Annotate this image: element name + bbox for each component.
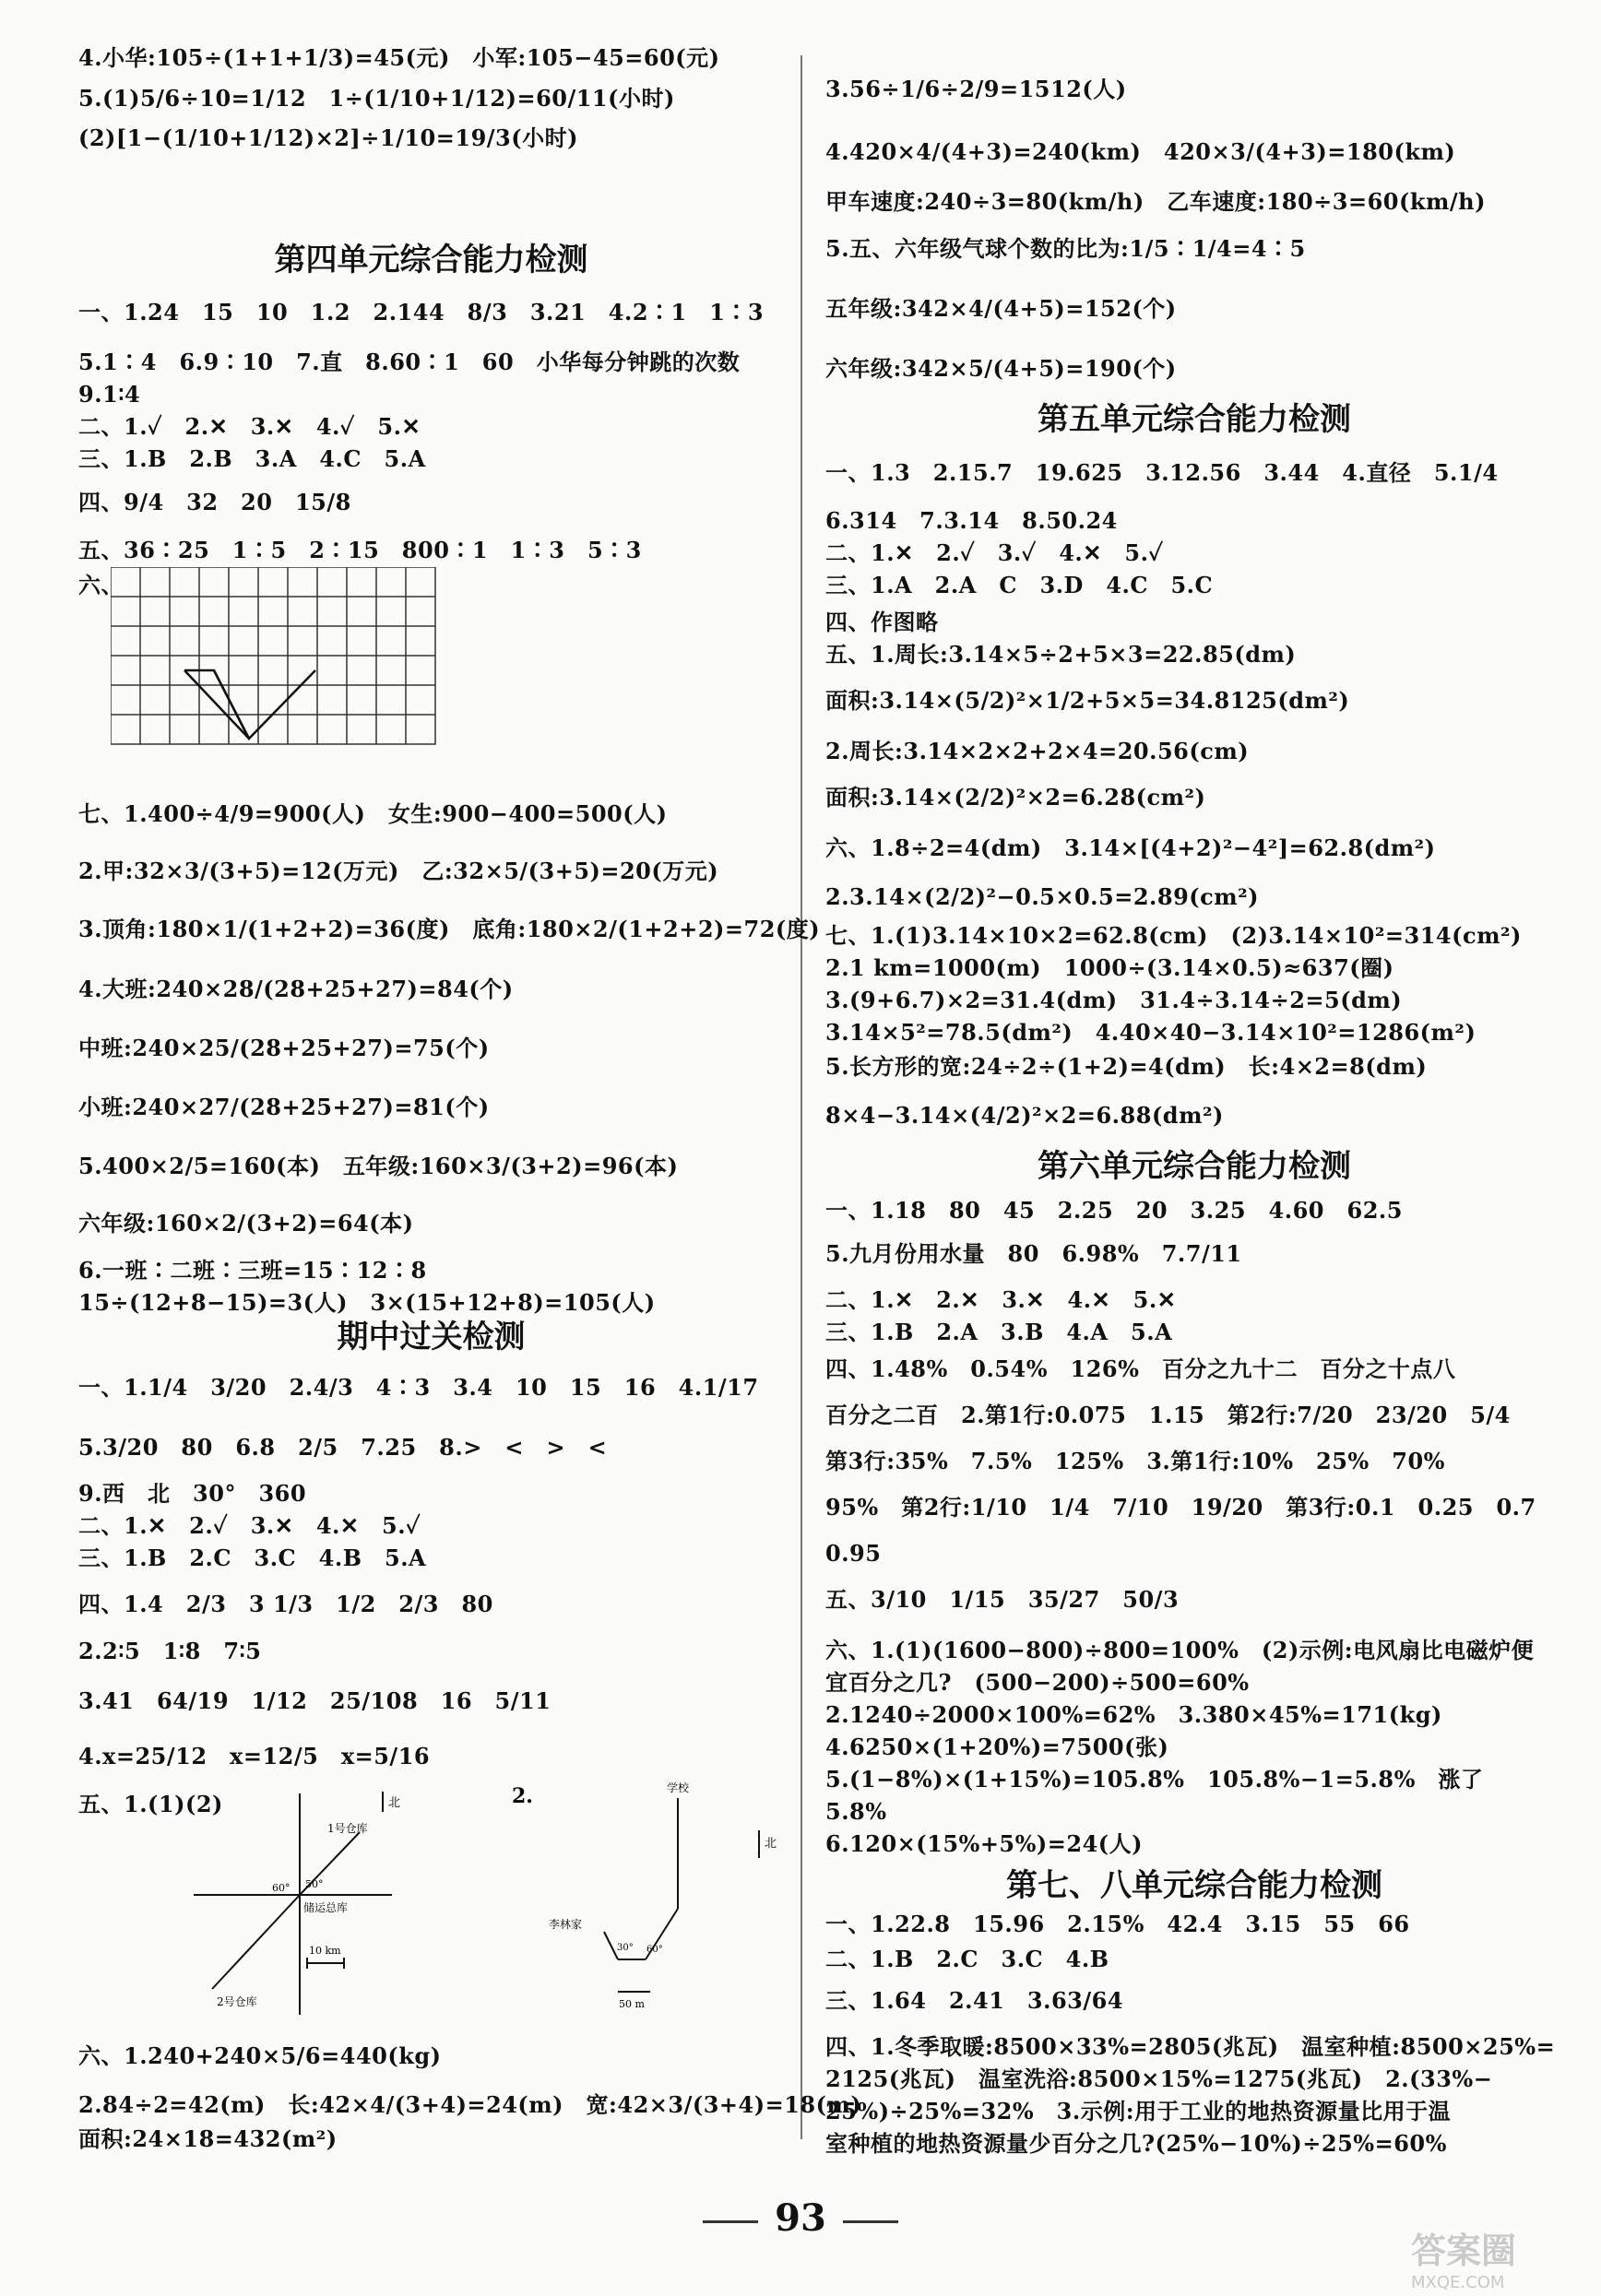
answer-line: 四、1.4 2/3 3 1/3 1/2 2/3 80: [78, 1591, 493, 1617]
fig2-label: 50 m: [619, 1998, 645, 2010]
answer-line: 9.西 北 30° 360: [78, 1480, 307, 1507]
answer-line: 四、1.48% 0.54% 126% 百分之九十二 百分之十点八: [825, 1355, 1456, 1382]
section-title: 第四单元综合能力检测: [274, 242, 588, 278]
warehouse-map-figure: [189, 1784, 410, 2024]
page-number-text: 93: [775, 2196, 826, 2240]
answer-line: 四、1.冬季取暖:8500×33%=2805(兆瓦) 温室种植:8500×25%=: [825, 2033, 1556, 2060]
fig2-label: 30°: [617, 1943, 634, 1953]
watermark-url: MXQE.COM: [1411, 2273, 1505, 2292]
answer-line: 五年级:342×4/(4+5)=152(个): [825, 295, 1177, 322]
answer-line: 4.x=25/12 x=12/5 x=5/16: [78, 1743, 431, 1769]
answer-line: 4.大班:240×28/(28+25+27)=84(个): [78, 976, 514, 1002]
answer-line: 0.95: [825, 1540, 882, 1567]
fig2-label: 60°: [646, 1945, 663, 1955]
answer-line: 2.1 km=1000(m) 1000÷(3.14×0.5)≈637(圈): [825, 954, 1394, 981]
answer-line: 二、1.✕ 2.✓ 3.✕ 4.✕ 5.✓: [78, 1512, 421, 1539]
answer-line: 六、1.240+240×5/6=440(kg): [78, 2042, 442, 2069]
answer-line: 4.420×4/(4+3)=240(km) 420×3/(4+3)=180(km): [825, 138, 1456, 165]
answer-line: 4.小华:105÷(1+1+1/3)=45(元) 小军:105−45=60(元): [78, 44, 720, 71]
answer-line: 5.五、六年级气球个数的比为:1/5∶1/4=4∶5: [825, 235, 1306, 262]
answer-line: 六、1.(1)(1600−800)÷800=100% (2)示例:电风扇比电磁炉便: [825, 1637, 1535, 1663]
answer-line: 五、1.(1)(2): [78, 1791, 223, 1817]
answer-line: 5.长方形的宽:24÷2÷(1+2)=4(dm) 长:4×2=8(dm): [825, 1053, 1428, 1080]
answer-line: 6.314 7.3.14 8.50.24: [825, 507, 1118, 534]
page-number-dash: [703, 2220, 758, 2223]
section-title: 期中过关检测: [337, 1319, 526, 1355]
answer-line: 2.3.14×(2/2)²−0.5×0.5=2.89(cm²): [825, 883, 1260, 910]
answer-line: 宜百分之几? (500−200)÷500=60%: [825, 1669, 1250, 1696]
section-title: 第五单元综合能力检测: [1038, 401, 1351, 438]
answer-line: (2)[1−(1/10+1/12)×2]÷1/10=19/3(小时): [78, 124, 578, 151]
answer-line: 8×4−3.14×(4/2)²×2=6.88(dm²): [825, 1102, 1224, 1129]
answer-line: 9.1∶4: [78, 381, 141, 408]
fig2-label: 北: [765, 1837, 777, 1851]
answer-line: 五、36∶25 1∶5 2∶15 800∶1 1∶3 5∶3: [78, 537, 642, 563]
answer-line: 5.8%: [825, 1798, 887, 1825]
answer-line: 3.(9+6.7)×2=31.4(dm) 31.4÷3.14÷2=5(dm): [825, 987, 1403, 1013]
answer-line: 四、作图略: [825, 609, 939, 635]
answer-line: 三、1.B 2.A 3.B 4.A 5.A: [825, 1319, 1173, 1345]
answer-line: 6.一班∶二班∶三班=15∶12∶8: [78, 1257, 427, 1284]
fig1-label: 储运总库: [303, 1901, 349, 1914]
answer-line: 3.顶角:180×1/(1+2+2)=36(度) 底角:180×2/(1+2+2)=72(度): [78, 916, 821, 942]
answer-line: 25%)÷25%=32% 3.示例:用于工业的地热资源量比用于温: [825, 2098, 1452, 2124]
answer-line: 一、1.3 2.15.7 19.625 3.12.56 3.44 4.直径 5.1/4: [825, 459, 1499, 486]
answer-line: 六、: [78, 572, 124, 598]
school-route-figure: [512, 1775, 789, 2015]
page-number-dash: [843, 2220, 898, 2223]
column-divider: [800, 55, 802, 2139]
section-title: 第六单元综合能力检测: [1038, 1148, 1351, 1185]
answer-line: 5.400×2/5=160(本) 五年级:160×3/(3+2)=96(本): [78, 1153, 679, 1179]
answer-line: 面积:24×18=432(m²): [78, 2125, 338, 2152]
answer-line: 2.1240÷2000×100%=62% 3.380×45%=171(kg): [825, 1701, 1442, 1728]
answer-line: 5.3/20 80 6.8 2/5 7.25 8.> < > <: [78, 1434, 608, 1461]
answer-line: 2125(兆瓦) 温室洗浴:8500×15%=1275(兆瓦) 2.(33%−: [825, 2065, 1493, 2092]
answer-line: 小班:240×27/(28+25+27)=81(个): [78, 1094, 490, 1120]
right-column: [825, 0, 1563, 2158]
fig1-label: 10 km: [309, 1945, 341, 1957]
page-number: [0, 2196, 1601, 2240]
section-title: 第七、八单元综合能力检测: [1006, 1867, 1382, 1904]
answer-line: 15÷(12+8−15)=3(人) 3×(15+12+8)=105(人): [78, 1289, 656, 1316]
fig1-label: 2号仓库: [217, 1995, 257, 2008]
fig1-label: 北: [388, 1796, 401, 1810]
answer-line: 一、1.22.8 15.96 2.15% 42.4 3.15 55 66: [825, 1911, 1410, 1937]
answer-line: 面积:3.14×(2/2)²×2=6.28(cm²): [825, 784, 1206, 811]
answer-line: 二、1.✕ 2.✕ 3.✕ 4.✕ 5.✕: [825, 1286, 1177, 1313]
answer-line: 5.(1−8%)×(1+15%)=105.8% 105.8%−1=5.8% 涨了: [825, 1766, 1484, 1793]
answer-line: 室种植的地热资源量少百分之几?(25%−10%)÷25%=60%: [825, 2130, 1447, 2157]
answer-line: 2.甲:32×3/(3+5)=12(万元) 乙:32×5/(3+5)=20(万元): [78, 858, 719, 884]
answer-line: 3.56÷1/6÷2/9=1512(人): [825, 76, 1127, 102]
answer-line: 4.6250×(1+20%)=7500(张): [825, 1734, 1169, 1760]
fig2-label: 学校: [667, 1781, 690, 1794]
answer-line: 3.14×5²=78.5(dm²) 4.40×40−3.14×10²=1286(m²): [825, 1019, 1476, 1046]
watermark-text: 答案圈: [1411, 2231, 1517, 2271]
answer-line: 一、1.1/4 3/20 2.4/3 4∶3 3.4 10 15 16 4.1/17: [78, 1374, 759, 1401]
answer-line: 三、1.A 2.A C 3.D 4.C 5.C: [825, 572, 1214, 598]
fig1-label: 60°: [272, 1882, 291, 1894]
answer-line: 一、1.18 80 45 2.25 20 3.25 4.60 62.5: [825, 1197, 1403, 1224]
answer-line: 一、1.24 15 10 1.2 2.144 8/3 3.21 4.2∶1 1∶3: [78, 299, 765, 325]
answer-line: 六年级:342×5/(4+5)=190(个): [825, 355, 1177, 382]
watermark-logo: [1411, 2222, 1586, 2292]
answer-line: 六、1.8÷2=4(dm) 3.14×[(4+2)²−4²]=62.8(dm²): [825, 834, 1436, 861]
fig2-label: 李林家: [549, 1918, 583, 1931]
answer-line: 中班:240×25/(28+25+27)=75(个): [78, 1035, 490, 1061]
answer-line: 三、1.B 2.B 3.A 4.C 5.A: [78, 445, 426, 472]
answer-line: 三、1.64 2.41 3.63/64: [825, 1987, 1124, 2014]
drawing-grid: [111, 567, 443, 752]
fig2-label: 2.: [512, 1784, 533, 1808]
answer-line: 百分之二百 2.第1行:0.075 1.15 第2行:7/20 23/20 5/4: [825, 1402, 1511, 1428]
answer-line: 二、1.✕ 2.✓ 3.✓ 4.✕ 5.✓: [825, 539, 1164, 566]
answer-line: 四、9/4 32 20 15/8: [78, 489, 351, 515]
answer-line: 2.周长:3.14×2×2+2×4=20.56(cm): [825, 738, 1250, 764]
answer-line: 面积:3.14×(5/2)²×1/2+5×5=34.8125(dm²): [825, 687, 1350, 714]
answer-line: 2.84÷2=42(m) 长:42×4/(3+4)=24(m) 宽:42×3/(3+4)=18(m): [78, 2091, 862, 2118]
answer-line: 6.120×(15%+5%)=24(人): [825, 1830, 1144, 1857]
answer-line: 三、1.B 2.C 3.C 4.B 5.A: [78, 1544, 427, 1571]
answer-line: 六年级:160×2/(3+2)=64(本): [78, 1210, 414, 1237]
fig1-label: 50°: [305, 1878, 324, 1890]
answer-line: 五、1.周长:3.14×5÷2+5×3=22.85(dm): [825, 641, 1297, 668]
answer-line: 5.1∶4 6.9∶10 7.直 8.60∶1 60 小华每分钟跳的次数: [78, 349, 741, 375]
answer-line: 5.(1)5/6÷10=1/12 1÷(1/10+1/12)=60/11(小时): [78, 85, 675, 112]
answer-line: 2.2∶5 1∶8 7∶5: [78, 1638, 262, 1664]
answer-line: 第3行:35% 7.5% 125% 3.第1行:10% 25% 70%: [825, 1448, 1445, 1474]
answer-line: 3.41 64/19 1/12 25/108 16 5/11: [78, 1687, 551, 1714]
answer-line: 二、1.B 2.C 3.C 4.B: [825, 1946, 1109, 1972]
answer-line: 95% 第2行:1/10 1/4 7/10 19/20 第3行:0.1 0.25 0.7: [825, 1494, 1536, 1521]
fig1-label: 1号仓库: [327, 1822, 368, 1835]
answer-line: 七、1.(1)3.14×10×2=62.8(cm) (2)3.14×10²=314(cm²): [825, 922, 1522, 949]
answer-line: 5.九月份用水量 80 6.98% 7.7/11: [825, 1240, 1242, 1267]
answer-line: 二、1.✓ 2.✕ 3.✕ 4.✓ 5.✕: [78, 413, 421, 440]
answer-line: 五、3/10 1/15 35/27 50/3: [825, 1586, 1180, 1613]
answer-line: 甲车速度:240÷3=80(km/h) 乙车速度:180÷3=60(km/h): [825, 188, 1486, 215]
answer-line: 七、1.400÷4/9=900(人) 女生:900−400=500(人): [78, 800, 668, 827]
